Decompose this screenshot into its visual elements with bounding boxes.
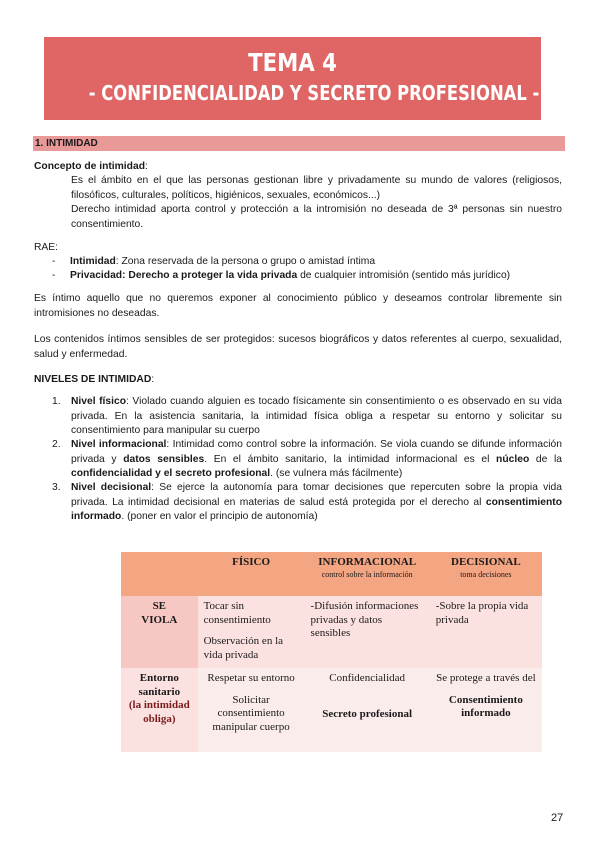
rae-bold-definition: : Derecho a proteger la vida privada	[122, 270, 298, 281]
cell-bold: Secreto profesional	[322, 707, 412, 720]
rae-definition: : Zona reservada de la persona o grupo o amistad íntima	[115, 256, 376, 267]
rae-term: Intimidad	[70, 256, 116, 267]
nivel-bold: datos sensibles	[123, 453, 205, 465]
nivel-number: 2.	[52, 439, 61, 450]
cell-text: Tocar sin consentimiento	[203, 600, 271, 626]
nivel-item	[71, 438, 562, 482]
niveles-colon: :	[151, 374, 155, 385]
table-row-viola	[121, 596, 542, 668]
header-sublabel: control sobre la información	[321, 569, 413, 579]
concepto-label-line	[34, 160, 148, 175]
rae-label: RAE:	[34, 242, 59, 253]
nivel-text: : Violado cuando alguien es tocado físicamente sin consentimiento o es observado en su vida privada. En la asistencia sanitaria, la intimidad física obliga a respetar su entorno y solicitar su consentimiento para manipular su cuerpo	[71, 396, 562, 436]
nivel-term: Nivel decisional	[71, 482, 152, 493]
table-header-informacional	[305, 552, 430, 596]
nivel-text: de la	[529, 453, 562, 465]
row-label-viola	[121, 596, 198, 668]
header-sublabel: toma decisiones	[460, 569, 512, 579]
nivel-term: Nivel informacional	[71, 439, 167, 450]
row-label-accent: (la intimidad obliga)	[128, 699, 190, 725]
intimidad-table	[121, 552, 542, 752]
nivel-number: 3.	[52, 482, 61, 493]
cell-text: Respetar su entorno	[207, 672, 295, 684]
page-number: 27	[551, 812, 564, 824]
nivel-number: 1.	[52, 396, 61, 407]
cell-text: Confidencialidad	[329, 672, 406, 684]
page-title: TEMA 4	[248, 48, 337, 77]
table-row-entorno	[121, 668, 542, 752]
nivel-text: : Se ejerce la autonomía para tomar decisiones que repercuten sobre la propia vida privada. La intimidad decisional en materias de salud está protegida por el derecho al	[71, 482, 562, 508]
niveles-heading-line	[34, 373, 154, 388]
header-label: DECISIONAL	[451, 556, 521, 568]
rae-term: Privacidad	[70, 270, 123, 281]
nivel-text: . (se vulnera más fácilmente)	[270, 468, 403, 479]
nivel-item	[71, 395, 562, 439]
cell-bold: Consentimiento informado	[448, 693, 523, 719]
row-label: SE	[152, 600, 167, 612]
cell-fisico-viola	[198, 596, 305, 668]
concepto-definition: Es el ámbito en el que las personas gestionan libre y privadamente su mundo de valores (religiosos, filosóficos, culturales, políticos, higiénicos, sexuales, económicos...)	[71, 175, 562, 201]
row-label: VIOLA	[141, 613, 178, 626]
paragraph-intimo: Es íntimo aquello que no queremos exponer al conocimiento público y deseamos controlar libremente sin intromisiones no deseadas.	[34, 293, 562, 319]
cell-fisico-entorno	[198, 668, 305, 752]
section-heading: 1. INTIMIDAD	[33, 136, 565, 151]
cell-decisional-viola: -Sobre la propia vida privada	[430, 596, 542, 668]
niveles-heading: NIVELES DE INTIMIDAD	[34, 374, 152, 385]
header-label: FÍSICO	[232, 556, 271, 568]
cell-text: Se protege a través del	[436, 672, 536, 684]
nivel-text: . En el ámbito sanitario, la intimidad informacional es el	[204, 453, 497, 465]
table-header-fisico	[198, 552, 305, 596]
cell-info-entorno	[305, 668, 430, 752]
table-header-row	[121, 552, 542, 596]
nivel-item	[71, 481, 562, 525]
row-label-entorno	[121, 668, 198, 752]
rae-definition: de cualquier intromisión (sentido más jurídico)	[297, 270, 511, 281]
nivel-bold: consentimiento informado	[71, 496, 562, 522]
cell-text: Observación en la vida privada	[203, 635, 284, 661]
concepto-derecho: Derecho intimidad aporta control y protección a la intromisión no deseada de 3ª personas sin nuestro consentimiento.	[71, 204, 562, 230]
header-label: INFORMACIONAL	[318, 556, 417, 568]
nivel-bold: núcleo	[496, 453, 530, 465]
table-header-decisional	[430, 552, 542, 596]
title-banner	[44, 37, 541, 120]
nivel-term: Nivel físico	[71, 396, 127, 407]
paragraph-contenidos: Los contenidos íntimos sensibles de ser protegidos: sucesos biográficos y datos referentes al cuerpo, sexualidad, salud y enfermedad.	[34, 334, 562, 360]
nivel-text: . (poner en valor el principio de autonomía)	[121, 511, 318, 522]
page-subtitle: - CONFIDENCIALIDAD Y SECRETO PROFESIONAL -	[88, 81, 540, 105]
concepto-colon: :	[144, 161, 148, 172]
table-header-empty	[121, 552, 198, 596]
cell-info-viola: -Difusión informaciones privadas y datos sensibles	[305, 596, 430, 668]
concepto-label: Concepto de intimidad	[34, 161, 145, 172]
nivel-text: : Intimidad como control sobre la información. Se viola cuando se difunde información privada y	[71, 439, 562, 465]
rae-item: - Privacidad: Derecho a proteger la vida privada de cualquier intromisión (sentido más jurídico)	[52, 270, 511, 281]
row-label: Entorno sanitario	[138, 672, 181, 698]
nivel-bold: confidencialidad y el secreto profesional	[71, 468, 271, 479]
cell-text: Solicitar consentimiento manipular cuerpo	[212, 693, 290, 733]
cell-decisional-entorno	[430, 668, 542, 752]
rae-item: - Intimidad: Zona reservada de la persona o grupo o amistad íntima	[52, 256, 376, 267]
